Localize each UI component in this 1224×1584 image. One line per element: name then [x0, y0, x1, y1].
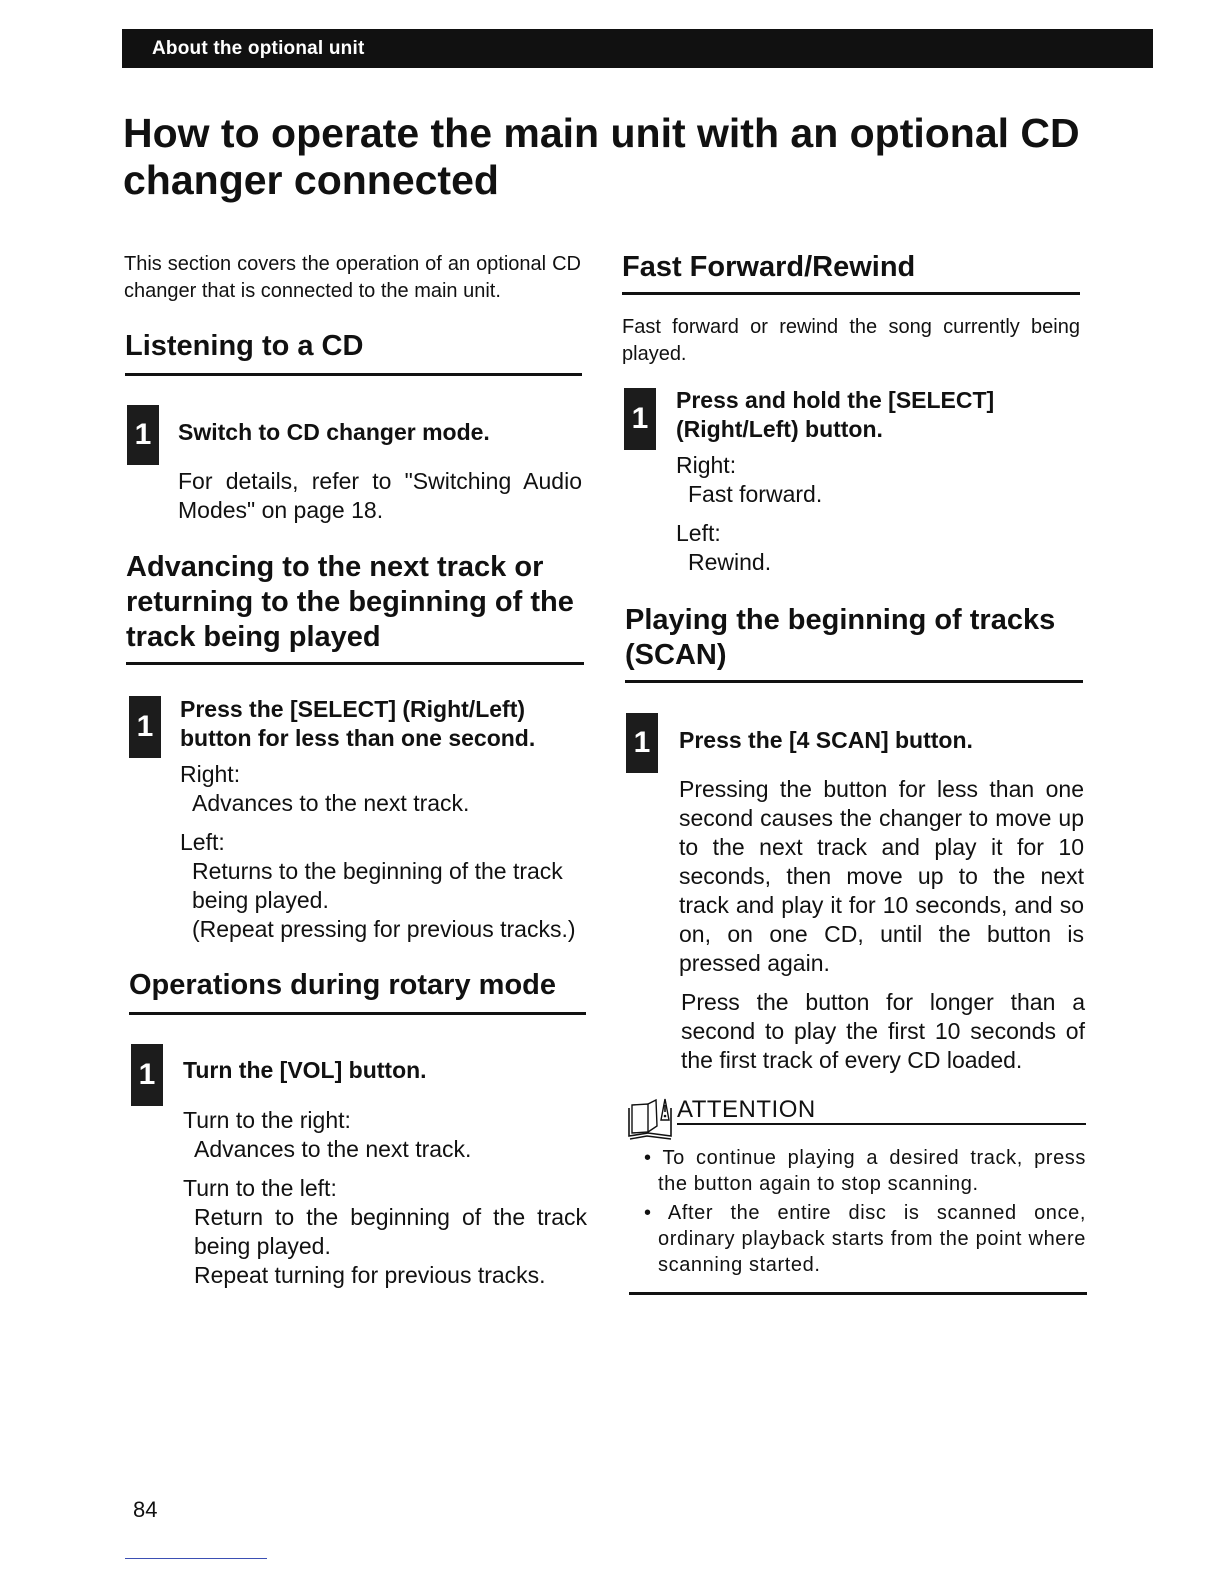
- rotary-right-label: Turn to the right:: [183, 1107, 351, 1133]
- scan-paragraph-1: Pressing the button for less than one second causes the changer to move up to the next track and play it for 10 seconds, then move up to the next track and play it for 10 seconds, and so on, on one CD, until the button is pressed again.: [679, 776, 1084, 976]
- rotary-heading: Operations during rotary mode: [129, 969, 556, 1001]
- attention-bullet-item: • After the entire disc is scanned once, ordinary playback starts from the point where scanning started.: [644, 1202, 1087, 1276]
- rotary-left-label: Turn to the left:: [183, 1175, 337, 1201]
- advancing-right-text: Advances to the next track.: [192, 790, 470, 816]
- attention-bullet-item: • To continue playing a desired track, press the button again to stop scanning.: [644, 1147, 1086, 1195]
- rotary-divider: [129, 1012, 586, 1015]
- rotary-right-text: Advances to the next track.: [194, 1136, 472, 1162]
- step-number-badge: 1: [624, 388, 656, 450]
- fast-forward-left-text: Rewind.: [688, 549, 772, 575]
- fast-forward-right-label: Right:: [676, 452, 737, 478]
- attention-label: ATTENTION: [677, 1096, 816, 1123]
- advancing-left-note: (Repeat pressing for previous tracks.): [192, 916, 576, 942]
- fast-forward-divider: [622, 292, 1080, 295]
- fast-forward-heading: Fast Forward/Rewind: [622, 251, 916, 283]
- advancing-divider: [126, 662, 584, 665]
- step-number-badge: 1: [129, 696, 161, 758]
- intro-text: This section covers the operation of an optional CD changer that is connected to the main unit.: [124, 253, 581, 302]
- fast-forward-lead: Fast forward or rewind the song currently being played.: [622, 316, 1080, 365]
- listening-divider: [125, 373, 582, 376]
- advancing-left-label: Left:: [180, 829, 225, 855]
- advancing-right-label: Right:: [180, 761, 241, 787]
- advancing-step-title: Press the [SELECT] (Right/Left) button for less than one second.: [180, 696, 536, 751]
- scan-divider: [625, 680, 1083, 683]
- step-number-badge: 1: [127, 405, 159, 465]
- step-number-badge: 1: [131, 1044, 163, 1106]
- page-title: How to operate the main unit with an optional CD changer connected: [123, 110, 1080, 203]
- rotary-left-text: Return to the beginning of the track being played.: [194, 1204, 587, 1259]
- listening-heading: Listening to a CD: [125, 330, 364, 362]
- section-label: About the optional unit: [152, 38, 365, 59]
- scan-step-title: Press the [4 SCAN] button.: [679, 727, 973, 753]
- fast-forward-step-title: Press and hold the [SELECT] (Right/Left) button.: [676, 387, 995, 442]
- advancing-left-text: Returns to the beginning of the track being played.: [192, 858, 563, 913]
- rotary-step-title: Turn the [VOL] button.: [183, 1057, 427, 1083]
- fast-forward-right-text: Fast forward.: [688, 481, 823, 507]
- listening-step-title: Switch to CD changer mode.: [178, 419, 490, 445]
- scan-paragraph-2: Press the button for longer than a second to play the first 10 seconds of the first track of every CD loaded.: [681, 989, 1085, 1073]
- advancing-heading: Advancing to the next track or returning to the beginning of the track being played: [126, 551, 574, 653]
- footer-line: [125, 1558, 267, 1559]
- attention-divider-top: [677, 1123, 1086, 1125]
- attention-bullet-text: After the entire disc is scanned once, ordinary playback starts from the point where scanning started.: [658, 1202, 1087, 1276]
- step-number-badge: 1: [626, 713, 658, 773]
- page-number: 84: [133, 1497, 158, 1522]
- attention-divider-bottom: [629, 1292, 1087, 1295]
- attention-book-icon: [627, 1096, 673, 1140]
- fast-forward-left-label: Left:: [676, 520, 721, 546]
- section-header-bar: [122, 29, 1153, 68]
- rotary-left-note: Repeat turning for previous tracks.: [194, 1262, 546, 1288]
- attention-bullet-text: To continue playing a desired track, press the button again to stop scanning.: [658, 1147, 1086, 1195]
- listening-step-text: For details, refer to "Switching Audio Modes" on page 18.: [178, 468, 582, 523]
- scan-heading: Playing the beginning of tracks (SCAN): [625, 604, 1056, 671]
